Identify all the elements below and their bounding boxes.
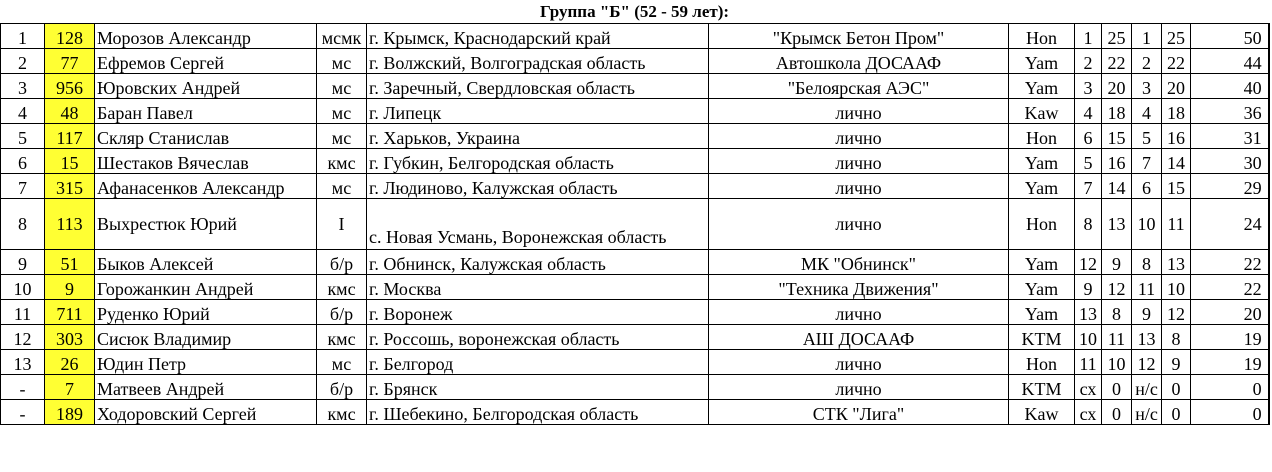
number-cell: 113 xyxy=(45,199,95,250)
race1-place-cell: 2 xyxy=(1075,49,1102,74)
rank-cell: кмс xyxy=(317,400,367,425)
city-cell: г. Шебекино, Белгородская область xyxy=(367,400,709,425)
rank-cell: кмс xyxy=(317,275,367,300)
race2-place-cell: 11 xyxy=(1132,275,1162,300)
city-cell: г. Воронеж xyxy=(367,300,709,325)
race2-place-cell: 2 xyxy=(1132,49,1162,74)
city-cell: г. Белгород xyxy=(367,350,709,375)
race2-points-cell: 18 xyxy=(1162,99,1191,124)
city-cell: г. Крымск, Краснодарский край xyxy=(367,24,709,49)
race2-points-cell: 8 xyxy=(1162,325,1191,350)
team-cell: МК "Обнинск" xyxy=(709,250,1009,275)
race2-points-cell: 0 xyxy=(1162,375,1191,400)
rank-cell: мс xyxy=(317,174,367,199)
place-cell: 13 xyxy=(1,350,45,375)
motorcycle-cell: Yam xyxy=(1009,49,1075,74)
total-points-cell: 24 xyxy=(1191,199,1269,250)
place-cell: 3 xyxy=(1,74,45,99)
rider-name-cell: Матвеев Андрей xyxy=(95,375,317,400)
total-points-cell: 30 xyxy=(1191,149,1269,174)
number-cell: 956 xyxy=(45,74,95,99)
rider-name-cell: Ефремов Сергей xyxy=(95,49,317,74)
race1-place-cell: 7 xyxy=(1075,174,1102,199)
team-cell: лично xyxy=(709,375,1009,400)
city-cell: г. Заречный, Свердловская область xyxy=(367,74,709,99)
team-cell: "Белоярская АЭС" xyxy=(709,74,1009,99)
rider-name-cell: Горожанкин Андрей xyxy=(95,275,317,300)
motorcycle-cell: Yam xyxy=(1009,250,1075,275)
race2-points-cell: 9 xyxy=(1162,350,1191,375)
race2-place-cell: 4 xyxy=(1132,99,1162,124)
table-row xyxy=(1,24,1269,49)
motorcycle-cell: Hon xyxy=(1009,24,1075,49)
race2-points-cell: 25 xyxy=(1162,24,1191,49)
number-cell: 9 xyxy=(45,275,95,300)
race2-points-cell: 0 xyxy=(1162,400,1191,425)
motorcycle-cell: Kaw xyxy=(1009,400,1075,425)
table-row xyxy=(1,74,1269,99)
race2-points-cell: 12 xyxy=(1162,300,1191,325)
rider-name-cell: Выхрестюк Юрий xyxy=(95,199,317,250)
race1-place-cell: 9 xyxy=(1075,275,1102,300)
race2-place-cell: 3 xyxy=(1132,74,1162,99)
total-points-cell: 0 xyxy=(1191,400,1269,425)
total-points-cell: 50 xyxy=(1191,24,1269,49)
race1-points-cell: 20 xyxy=(1102,74,1132,99)
place-cell: 11 xyxy=(1,300,45,325)
rank-cell: I xyxy=(317,199,367,250)
table-row xyxy=(1,199,1269,250)
table-row xyxy=(1,99,1269,124)
race1-place-cell: 13 xyxy=(1075,300,1102,325)
race1-points-cell: 15 xyxy=(1102,124,1132,149)
race1-points-cell: 25 xyxy=(1102,24,1132,49)
team-cell: лично xyxy=(709,199,1009,250)
race1-points-cell: 16 xyxy=(1102,149,1132,174)
rider-name-cell: Скляр Станислав xyxy=(95,124,317,149)
rider-name-cell: Руденко Юрий xyxy=(95,300,317,325)
total-points-cell: 22 xyxy=(1191,275,1269,300)
city-cell: г. Харьков, Украина xyxy=(367,124,709,149)
city-cell: г. Людиново, Калужская область xyxy=(367,174,709,199)
race1-points-cell: 9 xyxy=(1102,250,1132,275)
race1-points-cell: 14 xyxy=(1102,174,1132,199)
race1-place-cell: 4 xyxy=(1075,99,1102,124)
race1-place-cell: 12 xyxy=(1075,250,1102,275)
city-cell: с. Новая Усмань, Воронежская область xyxy=(367,199,709,250)
total-points-cell: 36 xyxy=(1191,99,1269,124)
race2-place-cell: 8 xyxy=(1132,250,1162,275)
race2-place-cell: 9 xyxy=(1132,300,1162,325)
motorcycle-cell: Yam xyxy=(1009,300,1075,325)
city-cell: г. Обнинск, Калужская область xyxy=(367,250,709,275)
rank-cell: мс xyxy=(317,99,367,124)
motorcycle-cell: Hon xyxy=(1009,350,1075,375)
race1-place-cell: сх xyxy=(1075,375,1102,400)
rank-cell: мс xyxy=(317,49,367,74)
number-cell: 128 xyxy=(45,24,95,49)
total-points-cell: 19 xyxy=(1191,325,1269,350)
race2-place-cell: 12 xyxy=(1132,350,1162,375)
rank-cell: кмс xyxy=(317,149,367,174)
race2-place-cell: 1 xyxy=(1132,24,1162,49)
place-cell: - xyxy=(1,400,45,425)
place-cell: 8 xyxy=(1,199,45,250)
race1-place-cell: 5 xyxy=(1075,149,1102,174)
place-cell: 7 xyxy=(1,174,45,199)
race2-place-cell: 13 xyxy=(1132,325,1162,350)
race1-place-cell: 1 xyxy=(1075,24,1102,49)
race2-points-cell: 15 xyxy=(1162,174,1191,199)
race2-place-cell: н/с xyxy=(1132,375,1162,400)
motorcycle-cell: Yam xyxy=(1009,275,1075,300)
title-row xyxy=(1,0,1269,24)
rider-name-cell: Баран Павел xyxy=(95,99,317,124)
race2-points-cell: 14 xyxy=(1162,149,1191,174)
rank-cell: б/р xyxy=(317,250,367,275)
number-cell: 51 xyxy=(45,250,95,275)
total-points-cell: 19 xyxy=(1191,350,1269,375)
team-cell: "Техника Движения" xyxy=(709,275,1009,300)
motorcycle-cell: KTM xyxy=(1009,325,1075,350)
total-points-cell: 0 xyxy=(1191,375,1269,400)
race2-place-cell: 10 xyxy=(1132,199,1162,250)
rider-name-cell: Афанасенков Александр xyxy=(95,174,317,199)
rider-name-cell: Ходоровский Сергей xyxy=(95,400,317,425)
race2-points-cell: 16 xyxy=(1162,124,1191,149)
place-cell: 5 xyxy=(1,124,45,149)
table-row xyxy=(1,375,1269,400)
rank-cell: мс xyxy=(317,124,367,149)
city-cell: г. Губкин, Белгородская область xyxy=(367,149,709,174)
team-cell: лично xyxy=(709,124,1009,149)
motorcycle-cell: Yam xyxy=(1009,149,1075,174)
team-cell: лично xyxy=(709,99,1009,124)
city-cell: г. Россошь, воронежская область xyxy=(367,325,709,350)
place-cell: 9 xyxy=(1,250,45,275)
race2-points-cell: 13 xyxy=(1162,250,1191,275)
race1-points-cell: 12 xyxy=(1102,275,1132,300)
table-row xyxy=(1,400,1269,425)
team-cell: лично xyxy=(709,149,1009,174)
table-row xyxy=(1,325,1269,350)
table-row xyxy=(1,350,1269,375)
race1-points-cell: 8 xyxy=(1102,300,1132,325)
motorcycle-cell: Hon xyxy=(1009,199,1075,250)
table-row xyxy=(1,250,1269,275)
team-cell: АШ ДОСААФ xyxy=(709,325,1009,350)
race1-place-cell: 3 xyxy=(1075,74,1102,99)
motorcycle-cell: Hon xyxy=(1009,124,1075,149)
race1-place-cell: 11 xyxy=(1075,350,1102,375)
total-points-cell: 31 xyxy=(1191,124,1269,149)
place-cell: 10 xyxy=(1,275,45,300)
total-points-cell: 44 xyxy=(1191,49,1269,74)
race1-place-cell: сх xyxy=(1075,400,1102,425)
rank-cell: б/р xyxy=(317,375,367,400)
race1-place-cell: 10 xyxy=(1075,325,1102,350)
table-row xyxy=(1,300,1269,325)
rider-name-cell: Сисюк Владимир xyxy=(95,325,317,350)
race1-points-cell: 0 xyxy=(1102,375,1132,400)
place-cell: 4 xyxy=(1,99,45,124)
team-cell: лично xyxy=(709,350,1009,375)
team-cell: лично xyxy=(709,300,1009,325)
race2-points-cell: 20 xyxy=(1162,74,1191,99)
rank-cell: мс xyxy=(317,74,367,99)
race1-points-cell: 13 xyxy=(1102,199,1132,250)
number-cell: 189 xyxy=(45,400,95,425)
table-row xyxy=(1,149,1269,174)
motorcycle-cell: Kaw xyxy=(1009,99,1075,124)
race2-place-cell: 7 xyxy=(1132,149,1162,174)
place-cell: - xyxy=(1,375,45,400)
table-row xyxy=(1,49,1269,74)
team-cell: лично xyxy=(709,174,1009,199)
table-row xyxy=(1,174,1269,199)
race1-points-cell: 22 xyxy=(1102,49,1132,74)
race1-points-cell: 10 xyxy=(1102,350,1132,375)
motorcycle-cell: KTM xyxy=(1009,375,1075,400)
race2-points-cell: 10 xyxy=(1162,275,1191,300)
city-cell: г. Волжский, Волгоградская область xyxy=(367,49,709,74)
number-cell: 117 xyxy=(45,124,95,149)
rider-name-cell: Быков Алексей xyxy=(95,250,317,275)
total-points-cell: 22 xyxy=(1191,250,1269,275)
motorcycle-cell: Yam xyxy=(1009,74,1075,99)
number-cell: 303 xyxy=(45,325,95,350)
team-cell: Автошкола ДОСААФ xyxy=(709,49,1009,74)
race1-place-cell: 8 xyxy=(1075,199,1102,250)
total-points-cell: 20 xyxy=(1191,300,1269,325)
number-cell: 26 xyxy=(45,350,95,375)
rank-cell: мсмк xyxy=(317,24,367,49)
table-row xyxy=(1,275,1269,300)
race2-points-cell: 22 xyxy=(1162,49,1191,74)
place-cell: 12 xyxy=(1,325,45,350)
rider-name-cell: Шестаков Вячеслав xyxy=(95,149,317,174)
race1-points-cell: 18 xyxy=(1102,99,1132,124)
group-title: Группа "Б" (52 - 59 лет): xyxy=(1,0,1269,24)
team-cell: "Крымск Бетон Пром" xyxy=(709,24,1009,49)
place-cell: 1 xyxy=(1,24,45,49)
place-cell: 2 xyxy=(1,49,45,74)
motorcycle-cell: Yam xyxy=(1009,174,1075,199)
city-cell: г. Брянск xyxy=(367,375,709,400)
rider-name-cell: Юровских Андрей xyxy=(95,74,317,99)
rank-cell: мс xyxy=(317,350,367,375)
place-cell: 6 xyxy=(1,149,45,174)
number-cell: 77 xyxy=(45,49,95,74)
race1-points-cell: 11 xyxy=(1102,325,1132,350)
team-cell: СТК "Лига" xyxy=(709,400,1009,425)
race1-place-cell: 6 xyxy=(1075,124,1102,149)
number-cell: 711 xyxy=(45,300,95,325)
rider-name-cell: Юдин Петр xyxy=(95,350,317,375)
race2-points-cell: 11 xyxy=(1162,199,1191,250)
rank-cell: кмс xyxy=(317,325,367,350)
total-points-cell: 29 xyxy=(1191,174,1269,199)
number-cell: 15 xyxy=(45,149,95,174)
rider-name-cell: Морозов Александр xyxy=(95,24,317,49)
table-row xyxy=(1,124,1269,149)
city-cell: г. Липецк xyxy=(367,99,709,124)
race1-points-cell: 0 xyxy=(1102,400,1132,425)
race2-place-cell: 6 xyxy=(1132,174,1162,199)
number-cell: 7 xyxy=(45,375,95,400)
city-cell: г. Москва xyxy=(367,275,709,300)
race2-place-cell: н/с xyxy=(1132,400,1162,425)
total-points-cell: 40 xyxy=(1191,74,1269,99)
rank-cell: б/р xyxy=(317,300,367,325)
number-cell: 315 xyxy=(45,174,95,199)
number-cell: 48 xyxy=(45,99,95,124)
race2-place-cell: 5 xyxy=(1132,124,1162,149)
